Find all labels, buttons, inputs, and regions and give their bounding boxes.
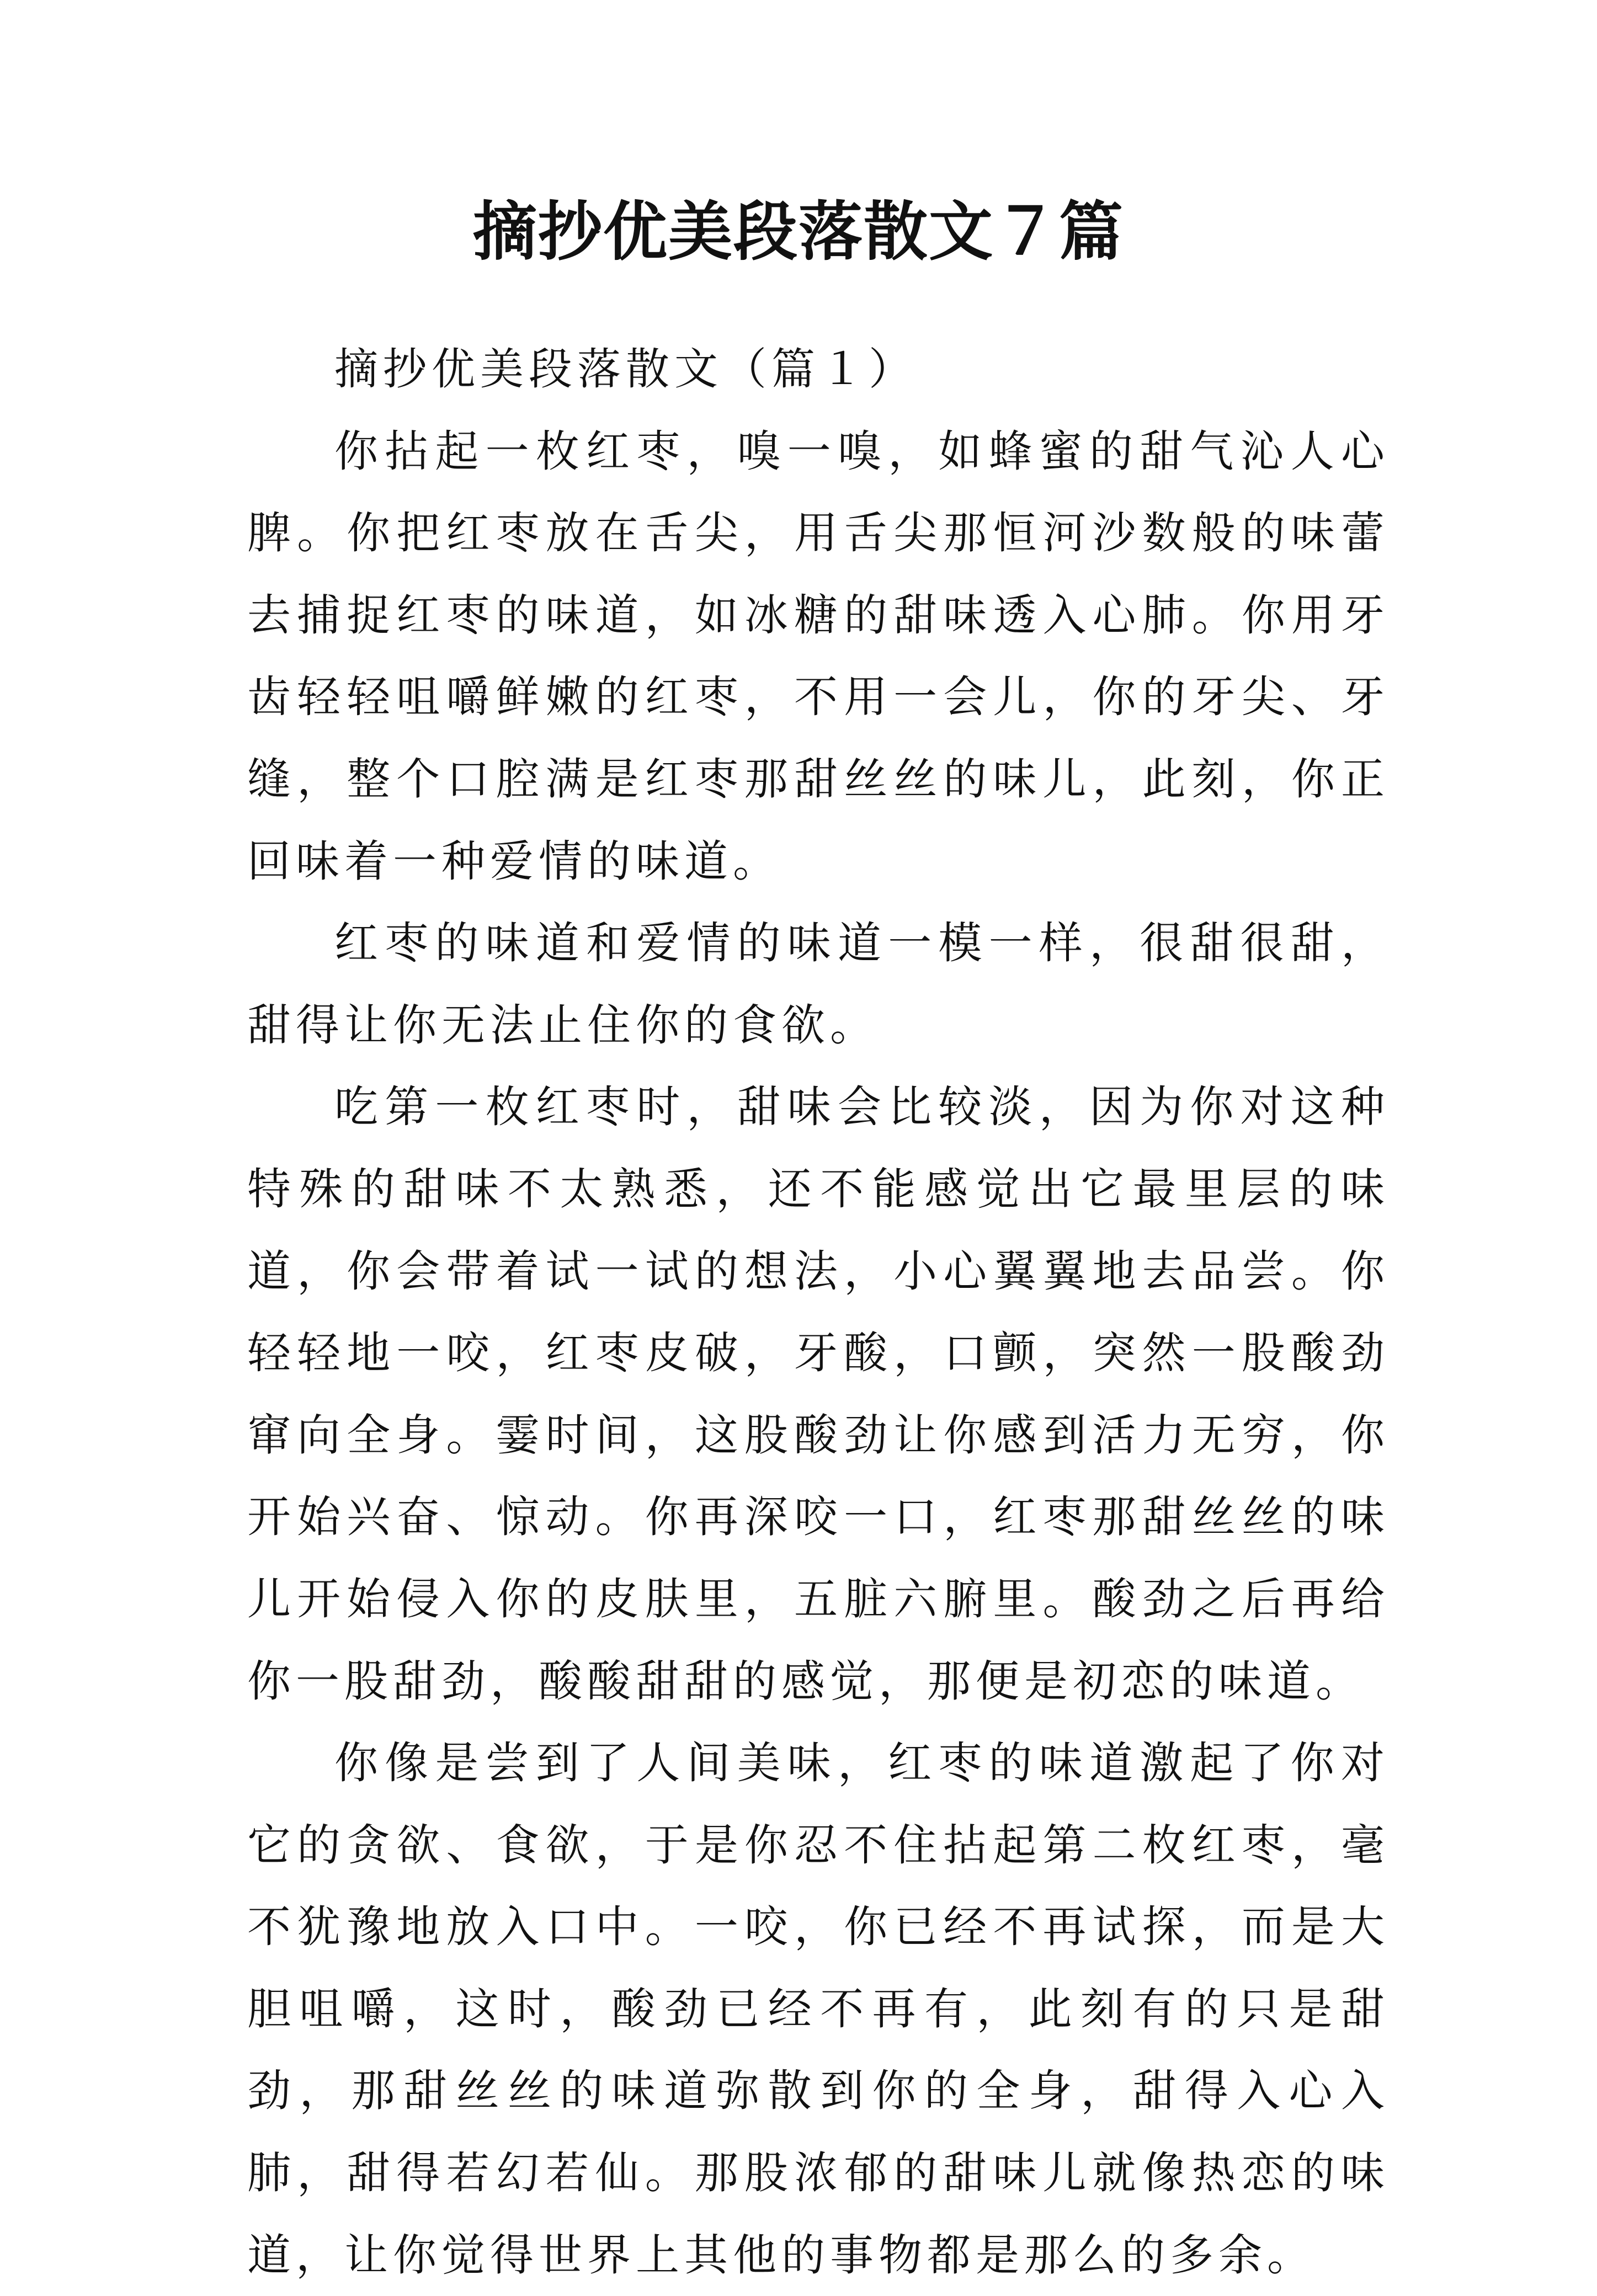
paragraph: 你像是尝到了人间美味，红枣的味道激起了你对它的贪欲、食欲，于是你忍不住拈起第二枚红枣，毫不犹豫地放入口中。一咬，你已经不再试探，而是大胆咀嚼，这时，酸劲已经不再有，此刻有的只是甜劲，那甜丝丝的味道弥散到你的全身，甜得入心入肺，甜得若幻若仙。那股浓郁的甜味儿就像热恋的味道，让你觉得世界上其他的事物都是那么的多余。 <box>247 1738 1390 2281</box>
document-title: 摘抄优美段落散文７篇 <box>473 194 1124 269</box>
paragraph: 红枣的味道和爱情的味道一模一样，很甜很甜，甜得让你无法止住你的食欲。 <box>247 918 1390 1051</box>
document-body <box>247 328 1390 2296</box>
paragraph: 你拈起一枚红枣，嗅一嗅，如蜂蜜的甜气沁人心脾。你把红枣放在舌尖，用舌尖那恒河沙数般的味蕾去捕捉红枣的味道，如冰糖的甜味透入心肺。你用牙齿轻轻咀嚼鲜嫩的红枣，不用一会儿，你的牙尖、牙缝，整个口腔满是红枣那甜丝丝的味儿，此刻，你正回味着一种爱情的味道。 <box>247 425 1390 887</box>
paragraph: 吃第一枚红枣时，甜味会比较淡，因为你对这种特殊的甜味不太熟悉，还不能感觉出它最里层的味道，你会带着试一试的想法，小心翼翼地去品尝。你轻轻地一咬，红枣皮破，牙酸，口颤，突然一股酸劲窜向全身。霎时间，这股酸劲让你感到活力无穷，你开始兴奋、惊动。你再深咬一口，红枣那甜丝丝的味儿开始侵入你的皮肤里，五脏六腑里。酸劲之后再给你一股甜劲，酸酸甜甜的感觉，那便是初恋的味道。 <box>247 1082 1390 1707</box>
section-heading: 摘抄优美段落散文（篇１） <box>334 344 917 395</box>
